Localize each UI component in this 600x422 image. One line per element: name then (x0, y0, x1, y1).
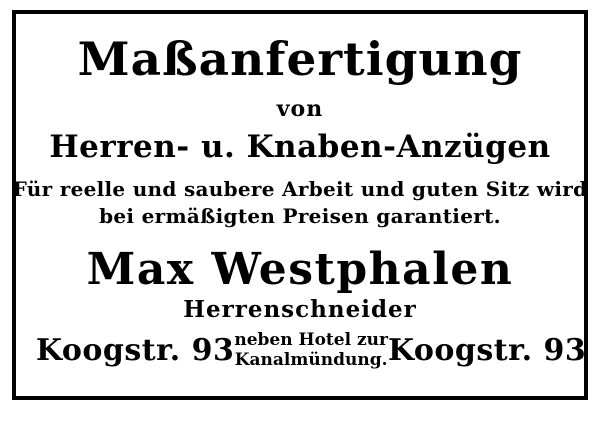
landmark-line-1: neben Hotel zur (234, 330, 388, 350)
advertisement-subject: Herren- u. Knaben-Anzügen (49, 129, 551, 165)
business-name: Max Westphalen (86, 244, 514, 295)
landmark-note (234, 331, 388, 370)
address-row (30, 330, 587, 370)
advertisement-headline: Maßanfertigung (77, 32, 523, 86)
advertisement-body-line-1: Für reelle und saubere Arbeit und guten Sitz wird (12, 177, 588, 201)
advertisement-body-line-2: bei ermäßigten Preisen garantiert. (99, 204, 501, 228)
advertisement-preposition: von (276, 96, 324, 122)
address-left: Koogstr. 93 (36, 333, 235, 369)
address-right: Koogstr. 93 (387, 333, 587, 369)
advertisement-frame (12, 10, 588, 400)
landmark-line-2: Kanalmündung. (234, 349, 388, 370)
advertisement-content (12, 14, 588, 396)
business-trade: Herrenschneider (183, 296, 417, 323)
